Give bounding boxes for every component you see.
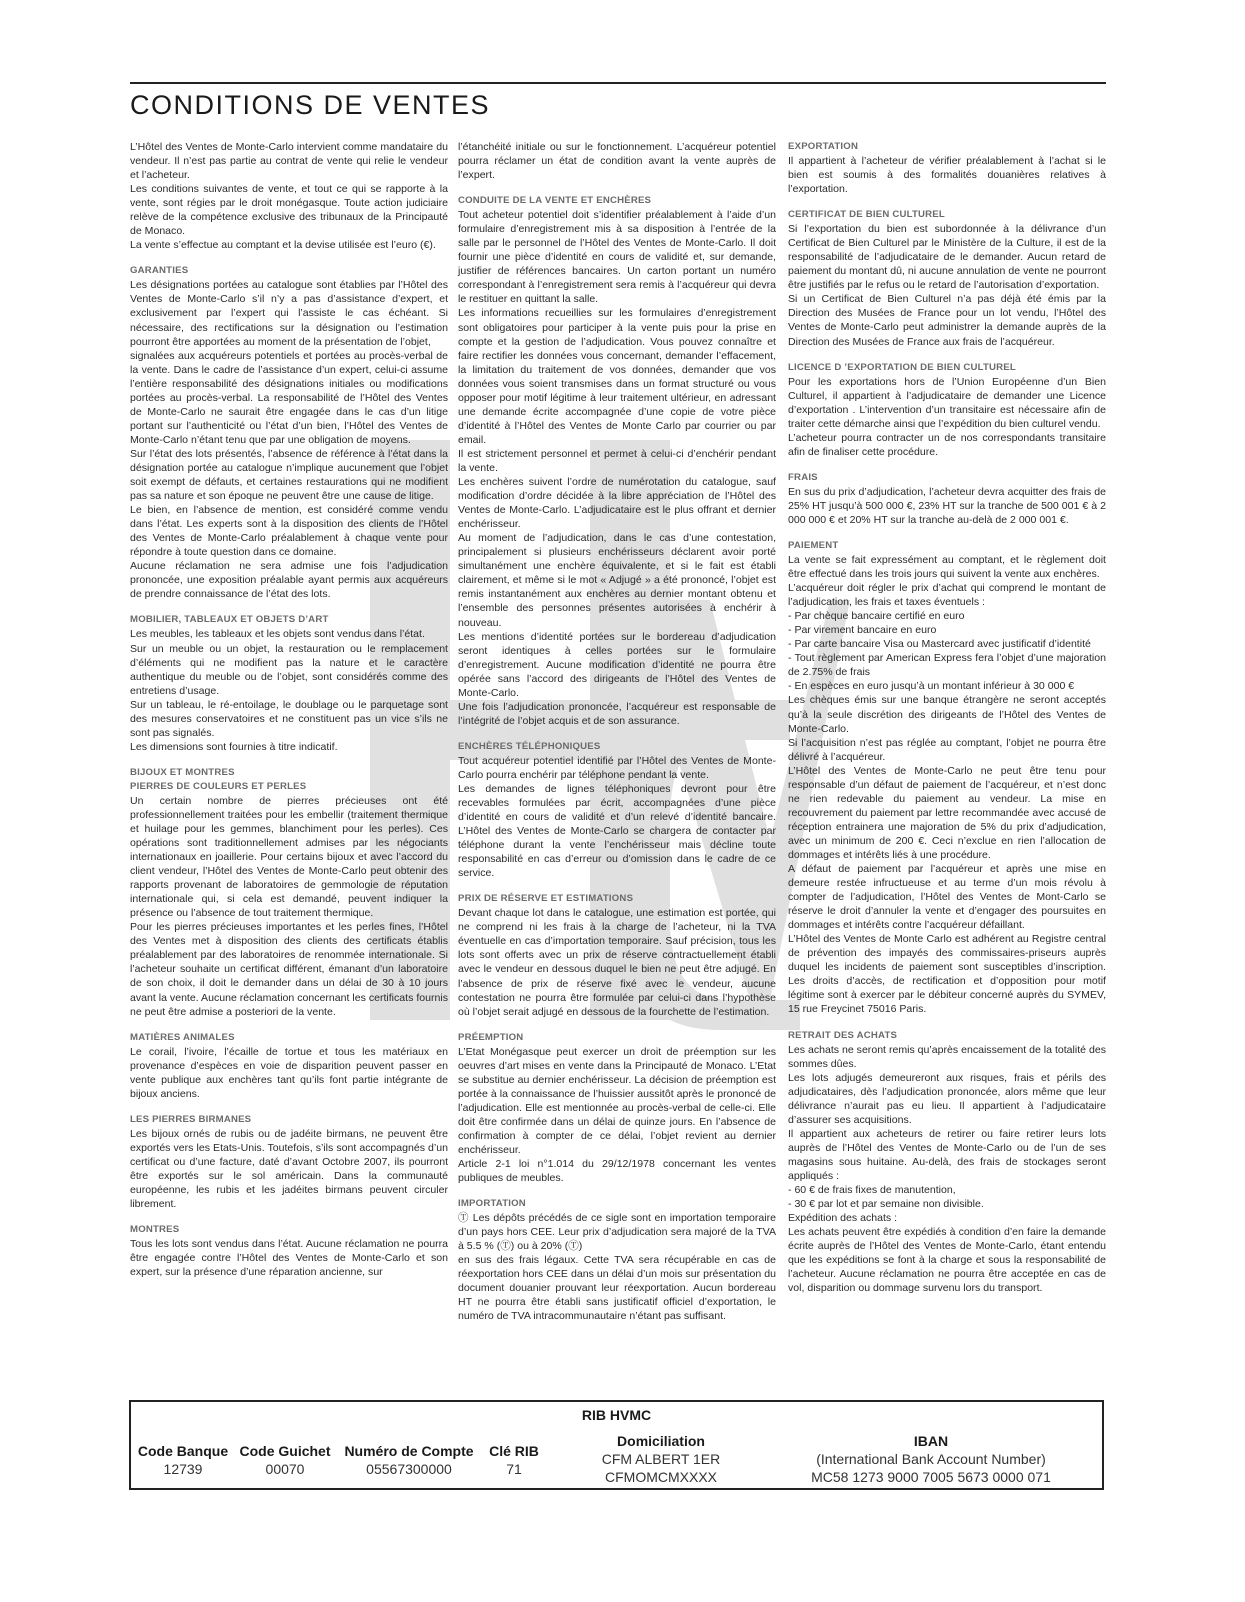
section: [788, 208, 1106, 348]
paragraph: La vente se fait expressément au comptant, et le règlement doit être effectué dans les trois jours qui suivent la vente aux enchères.: [788, 553, 1106, 581]
rib-label: Code Banque: [137, 1443, 229, 1459]
paragraph: - Par carte bancaire Visa ou Mastercard avec justificatif d’identité: [788, 638, 1091, 651]
rib-value: 00070: [265, 1461, 305, 1477]
paragraph: Le bien, en l’absence de mention, est considéré comme vendu dans l’état. Les experts sont à la disposition des clients de l’Hôtel des Ventes de Monte-Carlo préalablement à chaque vente pour répondre à toute question dans ce domaine.: [130, 504, 448, 559]
rib-value: 12739: [163, 1461, 203, 1477]
section: [788, 140, 1106, 196]
rib-value: (International Bank Account Number): [816, 1451, 1046, 1467]
paragraph: Il appartient aux acheteurs de retirer ou faire retirer leurs lots auprès de l’Hôtel des Ventes de Monte-Carlo ou de l’un de ses magasins sous huitaine. Au-delà, des frais de stockages seront appliqués :: [788, 1127, 1106, 1182]
paragraph: Sur un tableau, le ré-entoilage, le doublage ou le parquetage sont des mesures conservatoires et ne constituent pas un vice s’ils ne sont pas signalés.: [130, 698, 448, 739]
paragraph: Il est strictement personnel et permet à celui-ci d’enchérir pendant la vente.: [458, 447, 776, 474]
paragraph: en sus des frais légaux. Cette TVA sera récupérable en cas de réexportation hors CEE dans un délai d’un mois sur présentation du document douanier prouvant leur réexportation. Aucun bordereau HT ne pourra être établi sans justificatif officiel d’exportation, le numéro de TVA intracommunautaire n’étant pas suffisant.: [458, 1254, 776, 1323]
paragraph: L’Hôtel des Ventes de Monte Carlo est adhérent au Registre central de prévention des impayés des commissaires-priseurs auprès duquel les incidents de paiement sont susceptibles d’inscription. Les droits d’accès, de rectification et d’opposition pour motif légitime sont à exercer par le débiteur concerné auprès du SYMEV, 15 rue Freycinet 75016 Paris.: [788, 933, 1106, 1016]
section-heading: PAIEMENT: [788, 539, 839, 551]
section: [130, 1113, 448, 1211]
paragraph: - 30 € par lot et par semaine non divisible.: [788, 1198, 984, 1211]
paragraph: Aucune réclamation ne sera admise une fois l’adjudication prononcée, une exposition préalable ayant permis aux acquéreurs de prendre connaissance de l’état des lots.: [130, 560, 448, 601]
rib-field-numero-compte: [339, 1442, 479, 1478]
section-heading: MOBILIER, TABLEAUX ET OBJETS D’ART: [130, 614, 329, 626]
section: [788, 1029, 1106, 1296]
paragraph: Si l’acquisition n’est pas réglée au comptant, l’objet ne pourra être délivré à l’acquéreur.: [788, 736, 1106, 763]
paragraph: L’Hôtel des Ventes de Monte-Carlo ne peut être tenu pour responsable d’un défaut de paiement de l’acquéreur, et n’est donc ne rien redevable du paiement au vendeur. La mise en recouvrement du paiement par lettre recommandée avec accusé de réception entrainera une majoration de 5% du prix d’adjudication, avec un minimum de 200 €. Ceci n’exclue en rien l’allocation de dommages et intérêts liés à une procédure.: [788, 764, 1106, 861]
section-heading: CONDUITE DE LA VENTE ET ENCHÈRES: [458, 195, 652, 207]
paragraph: Ⓣ Les dépôts précédés de ce sigle sont en importation temporaire d’un pays hors CEE. Leur prix d’adjudication sera majoré de la TVA à 5.5 % (Ⓣ) ou à 20% (Ⓣ): [458, 1212, 776, 1253]
section: [788, 361, 1106, 459]
paragraph: Sur l’état des lots présentés, l’absence de référence à l’état dans la désignation portée au catalogue n’implique aucunement que l’objet soit exempt de défauts, et certaines restaurations qui ne modifient pas sa nature et son époque ne peuvent être une cause de litige.: [130, 447, 448, 503]
section-heading: IMPORTATION: [458, 1198, 526, 1210]
paragraph: En sus du prix d’adjudication, l’acheteur devra acquitter des frais de 25% HT jusqu’à 500 000 €, 23% HT sur la tranche de 500 001 € à 2 000 000 € et 20% HT sur la tranche au-delà de 2 000 001 €.: [788, 485, 1106, 526]
section-heading: BIJOUX ET MONTRES: [130, 766, 235, 778]
page-title: CONDITIONS DE VENTES: [130, 90, 491, 120]
rib-value: CFM ALBERT 1ER: [601, 1451, 721, 1467]
section: [130, 613, 448, 753]
section-heading: RETRAIT DES ACHATS: [788, 1029, 898, 1041]
paragraph: - En espèces en euro jusqu’à un montant inférieur à 30 000 €: [788, 680, 1075, 693]
section-heading: CERTIFICAT DE BIEN CULTUREL: [788, 209, 945, 221]
paragraph: Le corail, l’ivoire, l’écaille de tortue et tous les matériaux en provenance d’espèces en voie de disparition peuvent passer en vente publique aux enchères tant qu’ils font partie intégrante de bijoux anciens.: [130, 1045, 448, 1100]
section: [458, 140, 776, 182]
section: [458, 892, 776, 1018]
rib-label: Clé RIB: [489, 1443, 539, 1459]
paragraph: Les enchères suivent l’ordre de numérotation du catalogue, sauf modification d’ordre décidée à la libre appréciation de l’Hôtel des Ventes de Monte-Carlo. L’adjudicataire est le plus offrant et dernier enchérisseur.: [458, 476, 776, 531]
paragraph: Il appartient à l’acheteur de vérifier préalablement à l’achat si le bien est soumis à des formalités douanières relatives à l’exportation.: [788, 155, 1106, 196]
paragraph: Si un Certificat de Bien Culturel n’a pas déjà été émis par la Direction des Musées de France pour un lot vendu, l’Hôtel des Ventes de Monte-Carlo peut administrer la demande auprès de la Direction des Musées de France aux frais de l’acquéreur.: [788, 293, 1106, 348]
rib-field-iban: [771, 1432, 1091, 1486]
paragraph: Les dimensions sont fournies à titre indicatif.: [130, 740, 338, 753]
section-heading: LES PIERRES BIRMANES: [130, 1113, 252, 1125]
paragraph: Tout acquéreur potentiel identifié par l’Hôtel des Ventes de Monte-Carlo pourra enchérir par téléphone pendant la vente.: [458, 754, 776, 781]
section-heading: LICENCE D ’EXPORTATION DE BIEN CULTUREL: [788, 361, 1016, 373]
paragraph: - 60 € de frais fixes de manutention,: [788, 1184, 956, 1196]
paragraph: - Tout règlement par American Express fera l’objet d’une majoration de 2.75% de frais: [788, 652, 1106, 679]
rib-value: 71: [506, 1461, 522, 1477]
section-heading: MONTRES: [130, 1224, 180, 1236]
paragraph: Les conditions suivantes de vente, et tout ce qui se rapporte à la vente, sont régies par le droit monégasque. Toute action judiciaire relève de la compétence exclusive des tribunaux de la Principauté de Monaco.: [130, 183, 448, 238]
section: [130, 766, 448, 1019]
paragraph: A défaut de paiement par l’acquéreur et après une mise en demeure restée infructueuse et au terme d’un mois révolu à compter de l’adjudication, l’Hôtel des Ventes de Mont-Carlo se réserve le droit d’annuler la vente et d’engager des poursuites en dommages et intérêts contre l’acquéreur défaillant.: [788, 863, 1106, 932]
section: [130, 1031, 448, 1101]
paragraph: Pour les exportations hors de l’Union Européenne d’un Bien Culturel, il appartient à l’adjudicataire de demander une Licence d’exportation . L’intervention d’un transitaire est nécessaire afin de traiter cette démarche ainsi que l’expédition du bien culturel vendu.: [788, 375, 1106, 430]
paragraph: L’Hôtel des Ventes de Monte-Carlo intervient comme mandataire du vendeur. Il n’est pas partie au contrat de vente qui relie le vendeur et l’acheteur.: [130, 141, 448, 182]
paragraph: Au moment de l’adjudication, dans le cas d’une contestation, principalement si plusieurs enchérisseurs déclarent avoir porté simultanément une enchère équivalente, et si le fait est établi clairement, et même si le mot « Adjugé » a été prononcé, l’objet est remis instantanément aux enchères au dernier montant obtenu et l’ensemble des personnes présentes autorisées à enchérir à nouveau.: [458, 532, 776, 629]
section-heading: EXPORTATION: [788, 141, 859, 152]
paragraph: Les chèques émis sur une banque étrangère ne seront acceptés qu’à la seule discrétion des dirigeants de l’Hôtel des Ventes de Monte-Carlo.: [788, 694, 1106, 735]
paragraph: L’acquéreur doit régler le prix d’achat qui comprend le montant de l’adjudication, les frais et taxes éventuels :: [788, 582, 1106, 609]
rib-label: Domiciliation: [617, 1433, 705, 1449]
section-heading: MATIÈRES ANIMALES: [130, 1031, 235, 1043]
rib-label: IBAN: [913, 1433, 949, 1449]
section: [458, 1031, 776, 1185]
rib-field-code-guichet: [235, 1442, 335, 1478]
section-heading: FRAIS: [788, 471, 818, 483]
section: [458, 740, 776, 880]
paragraph: Les meubles, les tableaux et les objets sont vendus dans l’état.: [130, 628, 425, 641]
rib-value: CFMOMCMXXXX: [605, 1469, 717, 1485]
paragraph: Les mentions d’identité portées sur le bordereau d’adjudication seront identiques à celles portées sur le formulaire d’enregistrement. Aucune modification d’identité ne pourra être opérée sans l’accord des dirigeants de l’Hôtel des Ventes de Monte-Carlo.: [458, 630, 776, 699]
paragraph: Les achats peuvent être expédiés à condition d’en faire la demande écrite auprès de l’Hôtel des Ventes de Monte-Carlo, étant entendu que les expéditions se font à la charge et sous la responsabilité de l’acheteur. Aucune réclamation ne pourra être acceptée en cas de vol, disparition ou dommage survenu lors du transport.: [788, 1226, 1106, 1295]
paragraph: - Par chèque bancaire certifié en euro: [788, 610, 965, 623]
text-column-1: [130, 140, 448, 1279]
paragraph: l’étanchéité initiale ou sur le fonctionnement. L’acquéreur potentiel pourra réclamer un état de condition avant la vente auprès de l’expert.: [458, 141, 776, 182]
paragraph: Les lots adjugés demeureront aux risques, frais et périls des adjudicataires, dès l’adjudication prononcée, alors même que leur délivrance n’aurait pas eu lieu. Il appartient à l’adjudicataire d’assurer ses acquisitions.: [788, 1071, 1106, 1126]
section-heading: GARANTIES: [130, 265, 189, 277]
section: [458, 194, 776, 728]
section-heading: PRÉEMPTION: [458, 1031, 524, 1043]
paragraph: signalées aux acquéreurs potentiels et portées au procès-verbal de la vente. Dans le cadre de l’assistance d’un expert, celui-ci assume l’entière responsabilité des désignations initiales ou modifications portées au procès-verbal. La responsabilité de l’Hôtel des Ventes de Monte-Carlo ne saurait être engagée dans le cas d’un litige portant sur l’authenticité ou l’état d’un bien, l’Hôtel des Ventes de Monte-Carlo n’étant tenu que par une obligation de moyens.: [130, 349, 448, 446]
paragraph: Pour les pierres précieuses importantes et les perles fines, l’Hôtel des Ventes met à disposition des clients des certificats établis préalablement par des laboratoires de renommée internationale. Si l’acheteur souhaite un certificat différent, émanant d’un laboratoire de son choix, il doit le demander dans un délai de 30 à 10 jours avant la vente. Aucune réclamation concernant les certificats fournis ne peut être admise a posteriori de la vente.: [130, 921, 448, 1018]
paragraph: Les bijoux ornés de rubis ou de jadéite birmans, ne peuvent être exportés vers les Etats-Unis. Toutefois, s’ils sont accompagnés d’un certificat ou d’une facture, daté d’avant Octobre 2007, ils pourront être exportés sur le sol américain. Dans la communauté européenne, les rubis et les jadéites birmans peuvent circuler librement.: [130, 1127, 448, 1211]
paragraph: Les informations recueillies sur les formulaires d’enregistrement sont obligatoires pour participer à la vente puis pour la prise en compte et la gestion de l’adjudication. Vous pouvez connaître et faire rectifier les données vous concernant, demander l’effacement, la limitation du traitement de vos données, demander que vos données vous soient transmises dans un format structuré ou vous opposer pour motif légitime à leur traitement ultérieur, en adressant une demande écrite accompagnée d’une copie de votre pièce d’identité à l’Hôtel des Ventes de Monte Carlo par courrier ou par email.: [458, 307, 776, 446]
rib-title: RIB HVMC: [581, 1407, 652, 1423]
text-column-3: [788, 140, 1106, 1295]
paragraph: Une fois l’adjudication prononcée, l’acquéreur est responsable de l’intégrité de l’objet acquis et de son assurance.: [458, 700, 776, 727]
text-column-2: [458, 140, 776, 1324]
rib-value: 05567300000: [366, 1461, 452, 1477]
section: [788, 539, 1106, 1017]
paragraph: La vente s’effectue au comptant et la devise utilisée est l’euro (€).: [130, 239, 436, 252]
section-heading: ENCHÈRES TÉLÉPHONIQUES: [458, 740, 601, 752]
section-heading: PRIX DE RÉSERVE ET ESTIMATIONS: [458, 893, 634, 905]
paragraph: Devant chaque lot dans le catalogue, une estimation est portée, qui ne comprend ni les frais à la charge de l’acheteur, ni la TVA éventuelle en cas d’importation temporaire. Sauf précision, tous les lots sont offerts avec un prix de réserve contractuellement établi avec le vendeur en dessous duquel le bien ne peut être adjugé. En l’absence de prix de réserve fixé avec le vendeur, aucune contestation ne pourra être formulée par celui-ci dans l’hypothèse où l’objet serait adjugé en dessous de la fourchette de l’estimation.: [458, 907, 776, 1018]
paragraph: Tout acheteur potentiel doit s’identifier préalablement à l’aide d’un formulaire d’enregistrement mis à sa disposition à l’entrée de la salle par le personnel de l’Hôtel des Ventes de Monte-Carlo. Il doit fournir une pièce d’identité en cours de validité et, sur demande, justifier de références bancaires. Un carton portant un numéro correspondant à l’enregistrement sera remis à l’acquéreur qui devra le restituer en quittant la salle.: [458, 209, 776, 306]
section: [130, 140, 448, 252]
section-heading: PIERRES DE COULEURS ET PERLES: [130, 780, 307, 792]
paragraph: Les achats ne seront remis qu’après encaissement de la totalité des sommes dûes.: [788, 1043, 1106, 1070]
section: [458, 1197, 776, 1323]
title-rule: [130, 82, 1106, 84]
section: [130, 1223, 448, 1279]
paragraph: Les désignations portées au catalogue sont établies par l’Hôtel des Ventes de Monte-Carlo s’il n’y a pas d’assistance d’expert, et exclusivement par l’expert qui l’assiste le cas échéant. Si nécessaire, des rectifications sur la désignation ou l’estimation pourront être apportées au moment de la présentation de l’objet,: [130, 279, 448, 348]
section: [788, 471, 1106, 527]
rib-field-domiciliation: [571, 1432, 751, 1486]
rib-field-cle-rib: [481, 1442, 547, 1478]
paragraph: Tous les lots sont vendus dans l’état. Aucune réclamation ne pourra être engagée contre l’Hôtel des Ventes de Monte-Carlo et son expert, sur la présence d’une réparation ancienne, sur: [130, 1238, 448, 1279]
rib-box: [129, 1400, 1104, 1490]
paragraph: Sur un meuble ou un objet, la restauration ou le remplacement d’éléments qui ne modifient pas la nature et le caractère authentique du meuble ou de l’objet, sont considérés comme des entretiens d’usage.: [130, 642, 448, 697]
paragraph: L’Etat Monégasque peut exercer un droit de préemption sur les oeuvres d’art mises en vente dans la Principauté de Monaco. L’Etat se substitue au dernier enchérisseur. La décision de préemption est portée à la connaissance de l’huissier aussitôt après le prononcé de l’adjudication. Elle est mentionnée au procès-verbal de celle-ci. Elle doit être confirmée dans un délai de quinze jours. En l’absence de confirmation à compter de ce délai, l’objet revient au dernier enchérisseur.: [458, 1045, 776, 1156]
rib-label: Numéro de Compte: [344, 1443, 474, 1459]
paragraph: Expédition des achats :: [788, 1212, 898, 1225]
rib-field-code-banque: [135, 1442, 231, 1478]
paragraph: Les demandes de lignes téléphoniques devront pour être recevables formulées par écrit, accompagnées d’une pièce d’identité en cours de validité et d’un relevé d’identité bancaire. L’Hôtel des Ventes de Monte-Carlo se chargera de contacter par téléphone durant la vente l’enchérisseur mais décline toute responsabilité en cas d’erreur ou d’omission dans le cadre de ce service.: [458, 782, 776, 880]
paragraph: Article 2-1 loi n°1.014 du 29/12/1978 concernant les ventes publiques de meubles.: [458, 1158, 776, 1185]
paragraph: Un certain nombre de pierres précieuses ont été professionnellement traitées pour les embellir (traitement thermique et huilage pour les gemmes, blanchiment pour les perles). Ces opérations sont traditionnellement admises par les négociants internationaux en joaillerie. Pour certains bijoux et avec l’accord du client vendeur, l’Hôtel des Ventes de Monte-Carlo peut obtenir des rapports provenant de laboratoires de gemmologie de réputation internationale qui, si cela est demandé, peuvent indiquer la présence ou l’absence de tout traitement thermique.: [130, 794, 448, 920]
paragraph: Si l’exportation du bien est subordonnée à la délivrance d’un Certificat de Bien Culturel par le Ministère de la Culture, il est de la responsabilité de l’adjudicataire de le demander. Aucun retard de paiement du montant dû, ni aucune annulation de vente ne pourront être justifiés par le refus ou le retard de l’autorisation d’exportation.: [788, 223, 1106, 292]
paragraph: L’acheteur pourra contracter un de nos correspondants transitaire afin de finaliser cette procédure.: [788, 431, 1106, 458]
section: [130, 264, 448, 601]
paragraph: - Par virement bancaire en euro: [788, 624, 937, 637]
rib-value: MC58 1273 9000 7005 5673 0000 071: [811, 1469, 1051, 1485]
rib-label: Code Guichet: [239, 1443, 331, 1459]
